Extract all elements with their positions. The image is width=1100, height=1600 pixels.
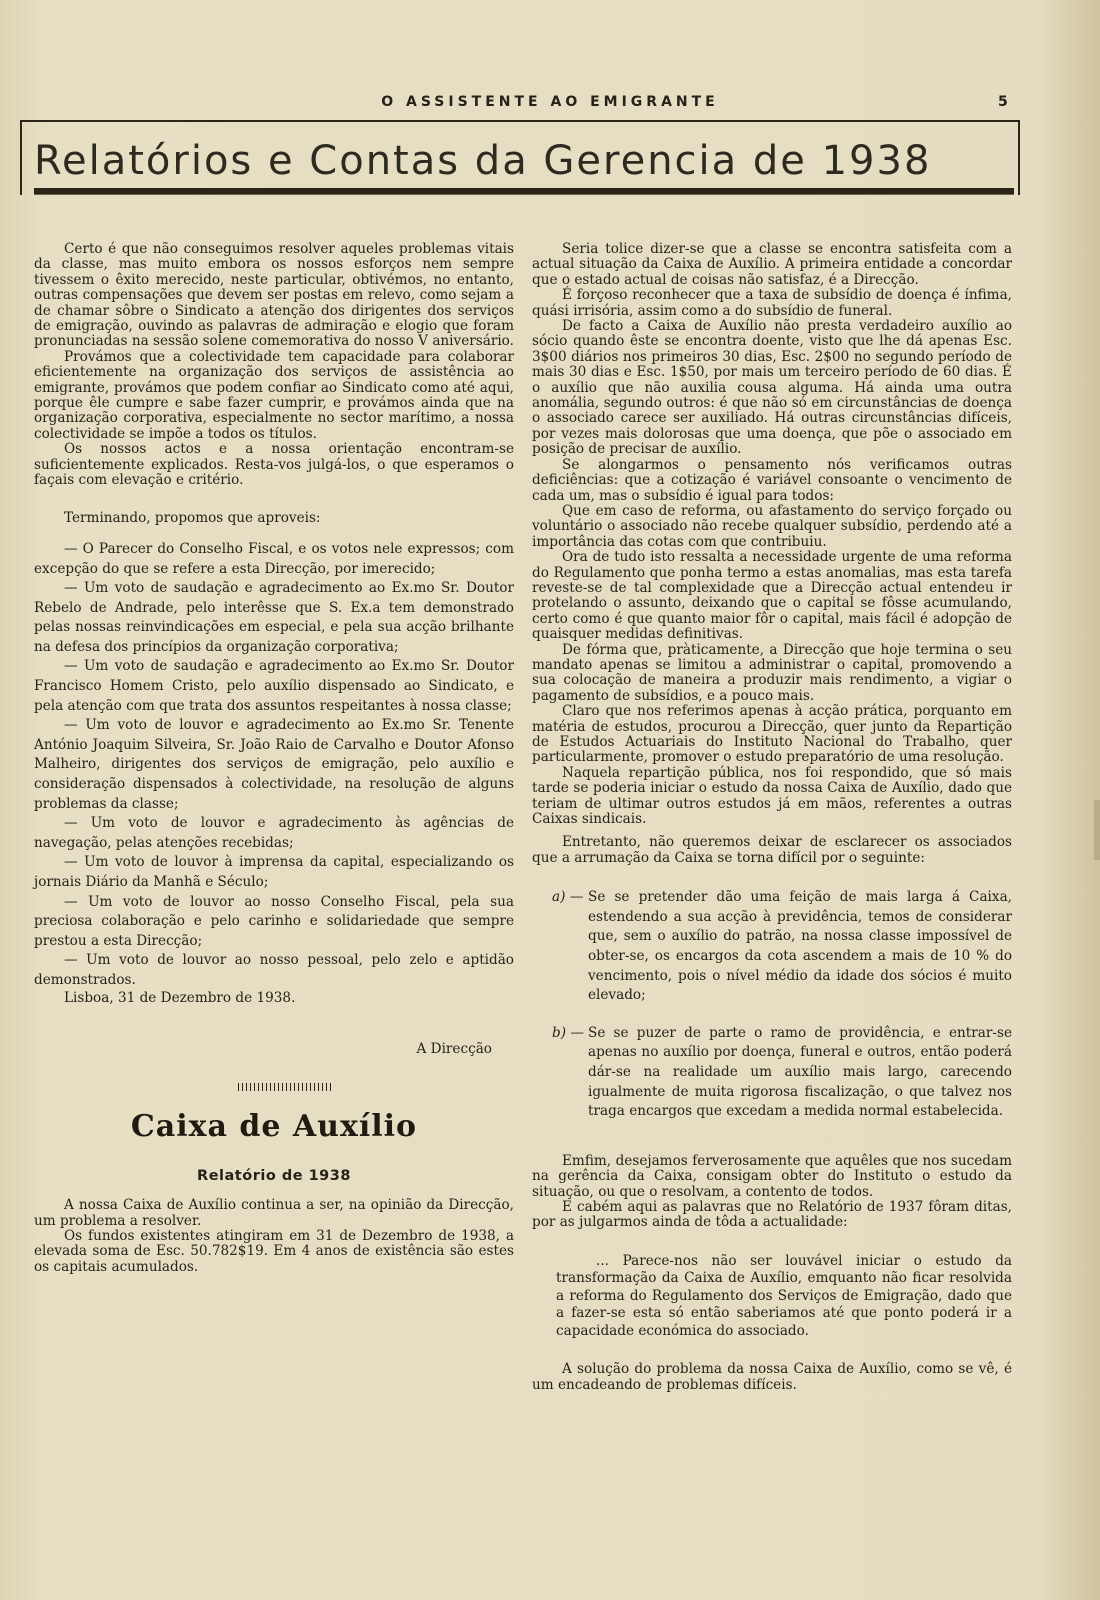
body-paragraph: Seria tolice dizer-se que a classe se encontra satisfeita com a actual situação da Caixa de Auxílio. A primeira entidade a concordar que o estado actual de coisas não satisfaz, é a Direcção. (532, 241, 1012, 288)
body-paragraph: Claro que nos referimos apenas à acção prática, porquanto em matéria de estudos, procurou a Direcção, quer junto da Repartição de Estudos Actuariais do Instituto Nacional do Trabalho, quer particularmente, promover o estudo preparatório de uma resolução. (532, 703, 1012, 766)
left-column (34, 242, 514, 1275)
intro-paragraph: Provámos que a colectividade tem capacidade para colaborar eficientemente na organização dos serviços de assistência ao emigrante, provámos que podem confiar ao Sindicato como até aqui, porque êle cumpre e sabe fazer cumprir, e provámos ainda que na organização corporativa, especialmente no sector marítimo, a nossa colectividade se impõe a todos os títulos. (34, 348, 514, 442)
frame-left-rule (20, 120, 22, 195)
section-title: Caixa de Auxílio (130, 1109, 418, 1145)
proposal-item: — Um voto de louvor e agradecimento às agências de navegação, pelas atenções recebidas; (34, 815, 514, 851)
frame-right-rule (1018, 120, 1020, 195)
publication-header: O ASSISTENTE AO EMIGRANTE (381, 94, 719, 110)
body-paragraph: É forçoso reconhecer que a taxa de subsídio de doença é ínfima, quási irrisória, assim como a do subsídio de funeral. (532, 287, 1012, 319)
proposal-item: — Um voto de saudação e agradecimento ao Ex.mo Sr. Doutor Rebelo de Andrade, pelo interêsse que S. Ex.a tem demonstrado pelas nossas reinvindicações em especial, e pela sua acção brilhante na defesa dos princípios da organização corporativa; (34, 580, 514, 655)
proposal-item: — Um voto de louvor e agradecimento ao Ex.mo Sr. Tenente António Joaquim Silveira, Sr. João Raio de Carvalho e Doutor Afonso Malheiro, dirigentes dos serviços de emigração, pelo auxílio e consideração dispensados à colectividade, na resolução de alguns problemas da classe; (34, 717, 514, 812)
quote-block (532, 1253, 1012, 1341)
body-paragraph: De facto a Caixa de Auxílio não presta verdadeiro auxílio ao sócio quando êste se encontra doente, visto que lhe dá apenas Esc. 3$00 diários nos primeiros 30 dias, Esc. 2$00 no segundo período de mais 30 dias e Esc. 1$50, por mais um terceiro período de 60 dias. É o auxílio que não auxilia cousa alguma. Há ainda uma outra anomália, segundo outros: é que não só em circunstâncias de doença o associado carece ser auxiliado. Há outras circunstâncias difíceis, por vezes mais dolorosas que uma doença, que põe o associado em posição de precisar de auxílio. (532, 318, 1012, 458)
place-date: Lisboa, 31 de Dezembro de 1938. (64, 989, 296, 1006)
list-item-a (532, 888, 1012, 1006)
body-paragraph: Naquela repartição pública, nos foi respondido, que só mais tarde se poderia iniciar o estudo da nossa Caixa de Auxílio, dado que teriam de ultimar outros estudos já em mãos, referentes a outras Caixas sindicais. (532, 764, 1012, 828)
body-paragraph: Entretanto, não queremos deixar de esclarecer os associados que a arrumação da Caixa se torna difícil por o seguinte: (532, 834, 1012, 866)
body-paragraph: Se alongarmos o pensamento nós verificamos outras deficiências: que a cotização é variável consoante o vencimento de cada um, mas o subsídio é igual para todos: (532, 456, 1012, 504)
intro-paragraph: Os nossos actos e a nossa orientação encontram-se suficientemente explicados. Resta-vos julgá-los, o que esperamos o façais com elevação e critério. (34, 441, 514, 489)
list-item-b (532, 1024, 1012, 1122)
proposal-item: — Um voto de louvor à imprensa da capital, especializando os jornais Diário da Manhã e Século; (34, 854, 514, 890)
body-paragraph: Emfim, desejamos ferverosamente que aquêles que nos sucedam na gerência da Caixa, consigam obter do Instituto o estudo da situação, ou que o resolvam, a contento de todos. (532, 1152, 1012, 1200)
list-text: Se se puzer de parte o ramo de providência, e entrar-se apenas no auxílio por doença, funeral e outros, então poderá dár-se na realidade um auxílio mais largo, carecendo igualmente de muita rigorosa fiscalização, o que talvez nos traga encargos que excedam a medida normal estabelecida. (588, 1024, 1012, 1120)
quote-text: ... Parece-nos não ser louvável iniciar o estudo da transformação da Caixa de Auxílio, emquanto não ficar resolvida a reforma do Regulamento dos Serviços de Emigração, dado que a fazer-se esta só então saberiamos até que ponto poderá ir a capacidade económica do associado. (556, 1252, 1012, 1339)
section-paragraph: Os fundos existentes atingiram em 31 de Dezembro de 1938, a elevada soma de Esc. 50.782$19. Em 4 anos de existência são estes os capitais acumulados. (34, 1228, 514, 1275)
right-column (532, 242, 1012, 1393)
signature: A Direcção (416, 1040, 492, 1057)
list-text: Se se pretender dão uma feição de mais larga á Caixa, estendendo a sua acção à previdência, temos de considerar que, sem o auxílio do patrão, na nossa classe impossível de obter-se, os encargos da cota ascendem a mais de 10 % do vencimento, pois o nível médio da idade dos sócios é muito elevado; (588, 889, 1012, 1004)
body-paragraph: Ora de tudo isto ressalta a necessidade urgente de uma reforma do Regulamento que ponha termo a estas anomalias, mas esta tarefa reveste-se de tal complexidade que a Direcção actual entendeu ir protelando o assunto, deixando que o capital se fôsse acumulando, certo como é que quanto maior fôr o capital, mais fácil é adopção de quaisquer medidas definitivas. (532, 549, 1012, 643)
section-subtitle: Relatório de 1938 (197, 1167, 351, 1184)
list-marker: a) — (552, 889, 584, 906)
proposal-item: — Um voto de louvor ao nosso Conselho Fiscal, pela sua preciosa colaboração e pelo carinho e solidariedade que sempre prestou a esta Direcção; (34, 893, 514, 949)
page-edge-shadow (1094, 800, 1100, 860)
body-paragraph: Que em caso de reforma, ou afastamento do serviço forçado ou voluntário o associado não recebe qualquer subsídio, perdendo até a importância das cotas com que contribuiu. (532, 502, 1012, 550)
frame-top-rule (20, 120, 1020, 122)
body-paragraph: De fórma que, pràticamente, a Direcção que hoje termina o seu mandato apenas se limitou a administrar o capital, promovendo a sua colocação de maneira a produzir mais rendimento, a vigiar o pagamento de subsídios, e a pouco mais. (532, 641, 1012, 704)
intro-paragraph: Certo é que não conseguimos resolver aqueles problemas vitais da classe, mas muito embora os nossos esforços nem sempre tivessem o êxito merecido, neste particular, obtivémos, no entanto, outras compensações que devem ser postas em relevo, como sejam a de chamar sôbre o Sindicato a atenção dos dirigentes dos serviços de emigração, ouvindo as palavras de admiração e elogio que foram pronunciadas na sessão solene comemorativa do nosso V aniversário. (34, 241, 514, 350)
title-underline (34, 188, 1014, 195)
proposal-item: — Um voto de saudação e agradecimento ao Ex.mo Sr. Doutor Francisco Homem Cristo, pelo auxílio dispensado ao Sindicato, e pela atenção com que trata dos assuntos respeitantes à nossa classe; (34, 658, 514, 714)
body-paragraph: E cabém aqui as palavras que no Relatório de 1937 fôram ditas, por as julgarmos ainda de tôda a actualidade: (532, 1199, 1012, 1231)
list-marker: b) — (552, 1024, 584, 1041)
section-paragraph: A nossa Caixa de Auxílio continua a ser, na opinião da Direcção, um problema a resolver. (34, 1197, 514, 1229)
page-number: 5 (998, 94, 1008, 110)
closing-paragraph: A solução do problema da nossa Caixa de Auxílio, como se vê, é um encadeando de problemas difíceis. (532, 1361, 1012, 1393)
proposal-item: — Um voto de louvor ao nosso pessoal, pelo zelo e aptidão demonstrados. (34, 952, 514, 988)
section-divider (238, 1083, 334, 1091)
page-title: Relatórios e Contas da Gerencia de 1938 (34, 138, 932, 184)
proposal-item: — O Parecer do Conselho Fiscal, e os votos nele expressos; com excepção do que se refere a esta Direcção, por imerecido; (34, 540, 514, 577)
propose-intro: Terminando, propomos que aproveis: (64, 509, 321, 526)
